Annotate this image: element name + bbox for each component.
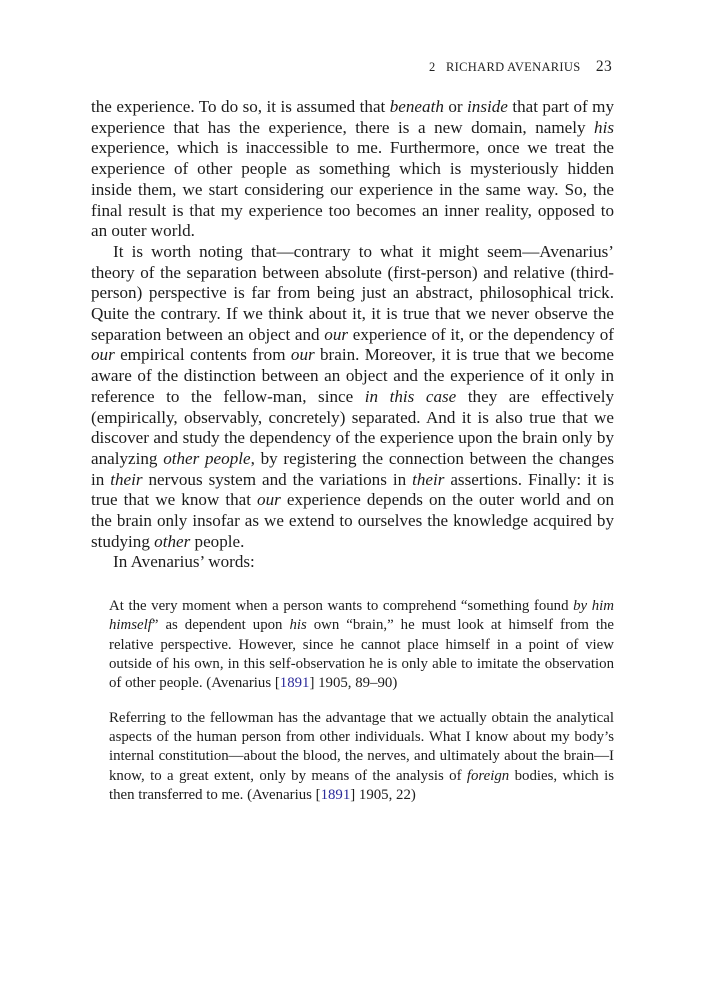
italic-phrase: their — [110, 469, 143, 489]
text-run: ] 1905, 89–90) — [309, 675, 398, 692]
paragraph-theory — [91, 242, 614, 553]
text-run: bodies, which is then transferred to me. (Avenarius [ — [109, 767, 614, 803]
text-run: ” as dependent upon — [151, 617, 290, 634]
text-run: brain. Moreover, it is true that we become aware of the distinction between an object and the experience of it only in reference to the fellow-man, since — [91, 345, 614, 406]
italic-phrase: other — [154, 531, 191, 551]
text-run: nervous system and the variations in — [142, 469, 413, 489]
text-run: experience, which is inaccessible to me. Furthermore, once we treat the experience of other people as something which is mysteriously hidden inside them, we start considering our experience in the same way. So, the final result is that my experience too becomes an inner reality, opposed to an outer world. — [91, 138, 614, 241]
text-run: Referring to the fellowman has the advantage that we actually obtain the analytical aspects of the human person from other individuals. What I know about my body’s internal constitution—about the blood, the nerves, and ultimately about the brain—I know, to a great extent, only by means of the analysis of — [109, 709, 614, 784]
text-run: they are effectively (empirically, observably, concretely) separated. And it is also true that we discover and study the dependency of the experience upon the brain only by analyzing — [91, 386, 614, 468]
text-run: the experience. To do so, it is assumed that — [91, 97, 390, 116]
italic-phrase: his — [289, 617, 307, 634]
page-number: 23 — [595, 58, 612, 75]
paragraph-continued — [91, 97, 614, 242]
italic-phrase: our — [324, 324, 349, 344]
reference-year-link[interactable]: 1891 — [279, 675, 310, 692]
italic-phrase: beneath — [389, 97, 444, 116]
italic-phrase: other people — [163, 448, 251, 468]
italic-phrase: his — [594, 117, 614, 137]
block-quote-2 — [109, 709, 614, 805]
italic-phrase: our — [290, 345, 315, 365]
text-run: own “brain,” he must look at himself from the relative perspective. However, since he cannot place himself in a point of view outside of his own, in this self-observation he is only able to imitate the observation of other people. (Avenarius [ — [109, 617, 614, 692]
text-run: that part of my experience that has the experience, there is a new domain, namely — [91, 97, 614, 137]
text-run: In Avenarius’ words: — [113, 552, 255, 572]
text-run: or — [443, 97, 468, 116]
italic-phrase: by him himself — [109, 598, 615, 634]
block-quote-1 — [109, 597, 614, 693]
reference-year-link[interactable]: 1891 — [320, 786, 351, 803]
italic-phrase: foreign — [466, 767, 510, 784]
text-run: experience of it, or the dependency of — [348, 324, 614, 344]
italic-phrase: in this case — [364, 386, 457, 406]
running-head — [429, 58, 612, 76]
chapter-title: RICHARD AVENARIUS — [446, 60, 581, 74]
text-run: , by registering the connection between the changes in — [91, 448, 614, 489]
paragraph-quote-intro — [91, 552, 614, 573]
text-run: empirical contents from — [114, 345, 291, 365]
italic-phrase: our — [91, 345, 115, 365]
text-run: It is worth noting that—contrary to what it might seem—Avenarius’ theory of the separation between absolute (first-person) and relative (third-person) perspective is far from being just an abstract, philosophical trick. Quite the contrary. If we think about it, it is true that we never observe the separation between an object and — [91, 241, 614, 344]
text-run: ] 1905, 22) — [350, 786, 416, 803]
chapter-number: 2 — [429, 60, 436, 74]
italic-phrase: inside — [467, 97, 508, 116]
text-run: assertions. Finally: it is true that we know that — [91, 469, 614, 510]
italic-phrase: their — [412, 469, 445, 489]
body-text — [91, 97, 614, 805]
text-run: At the very moment when a person wants to comprehend “something found — [109, 598, 574, 615]
text-run: people. — [190, 531, 245, 551]
italic-phrase: our — [257, 490, 281, 510]
text-run: experience depends on the outer world and on the brain only insofar as we extend to ourselves the knowledge acquired by studying — [91, 490, 614, 551]
